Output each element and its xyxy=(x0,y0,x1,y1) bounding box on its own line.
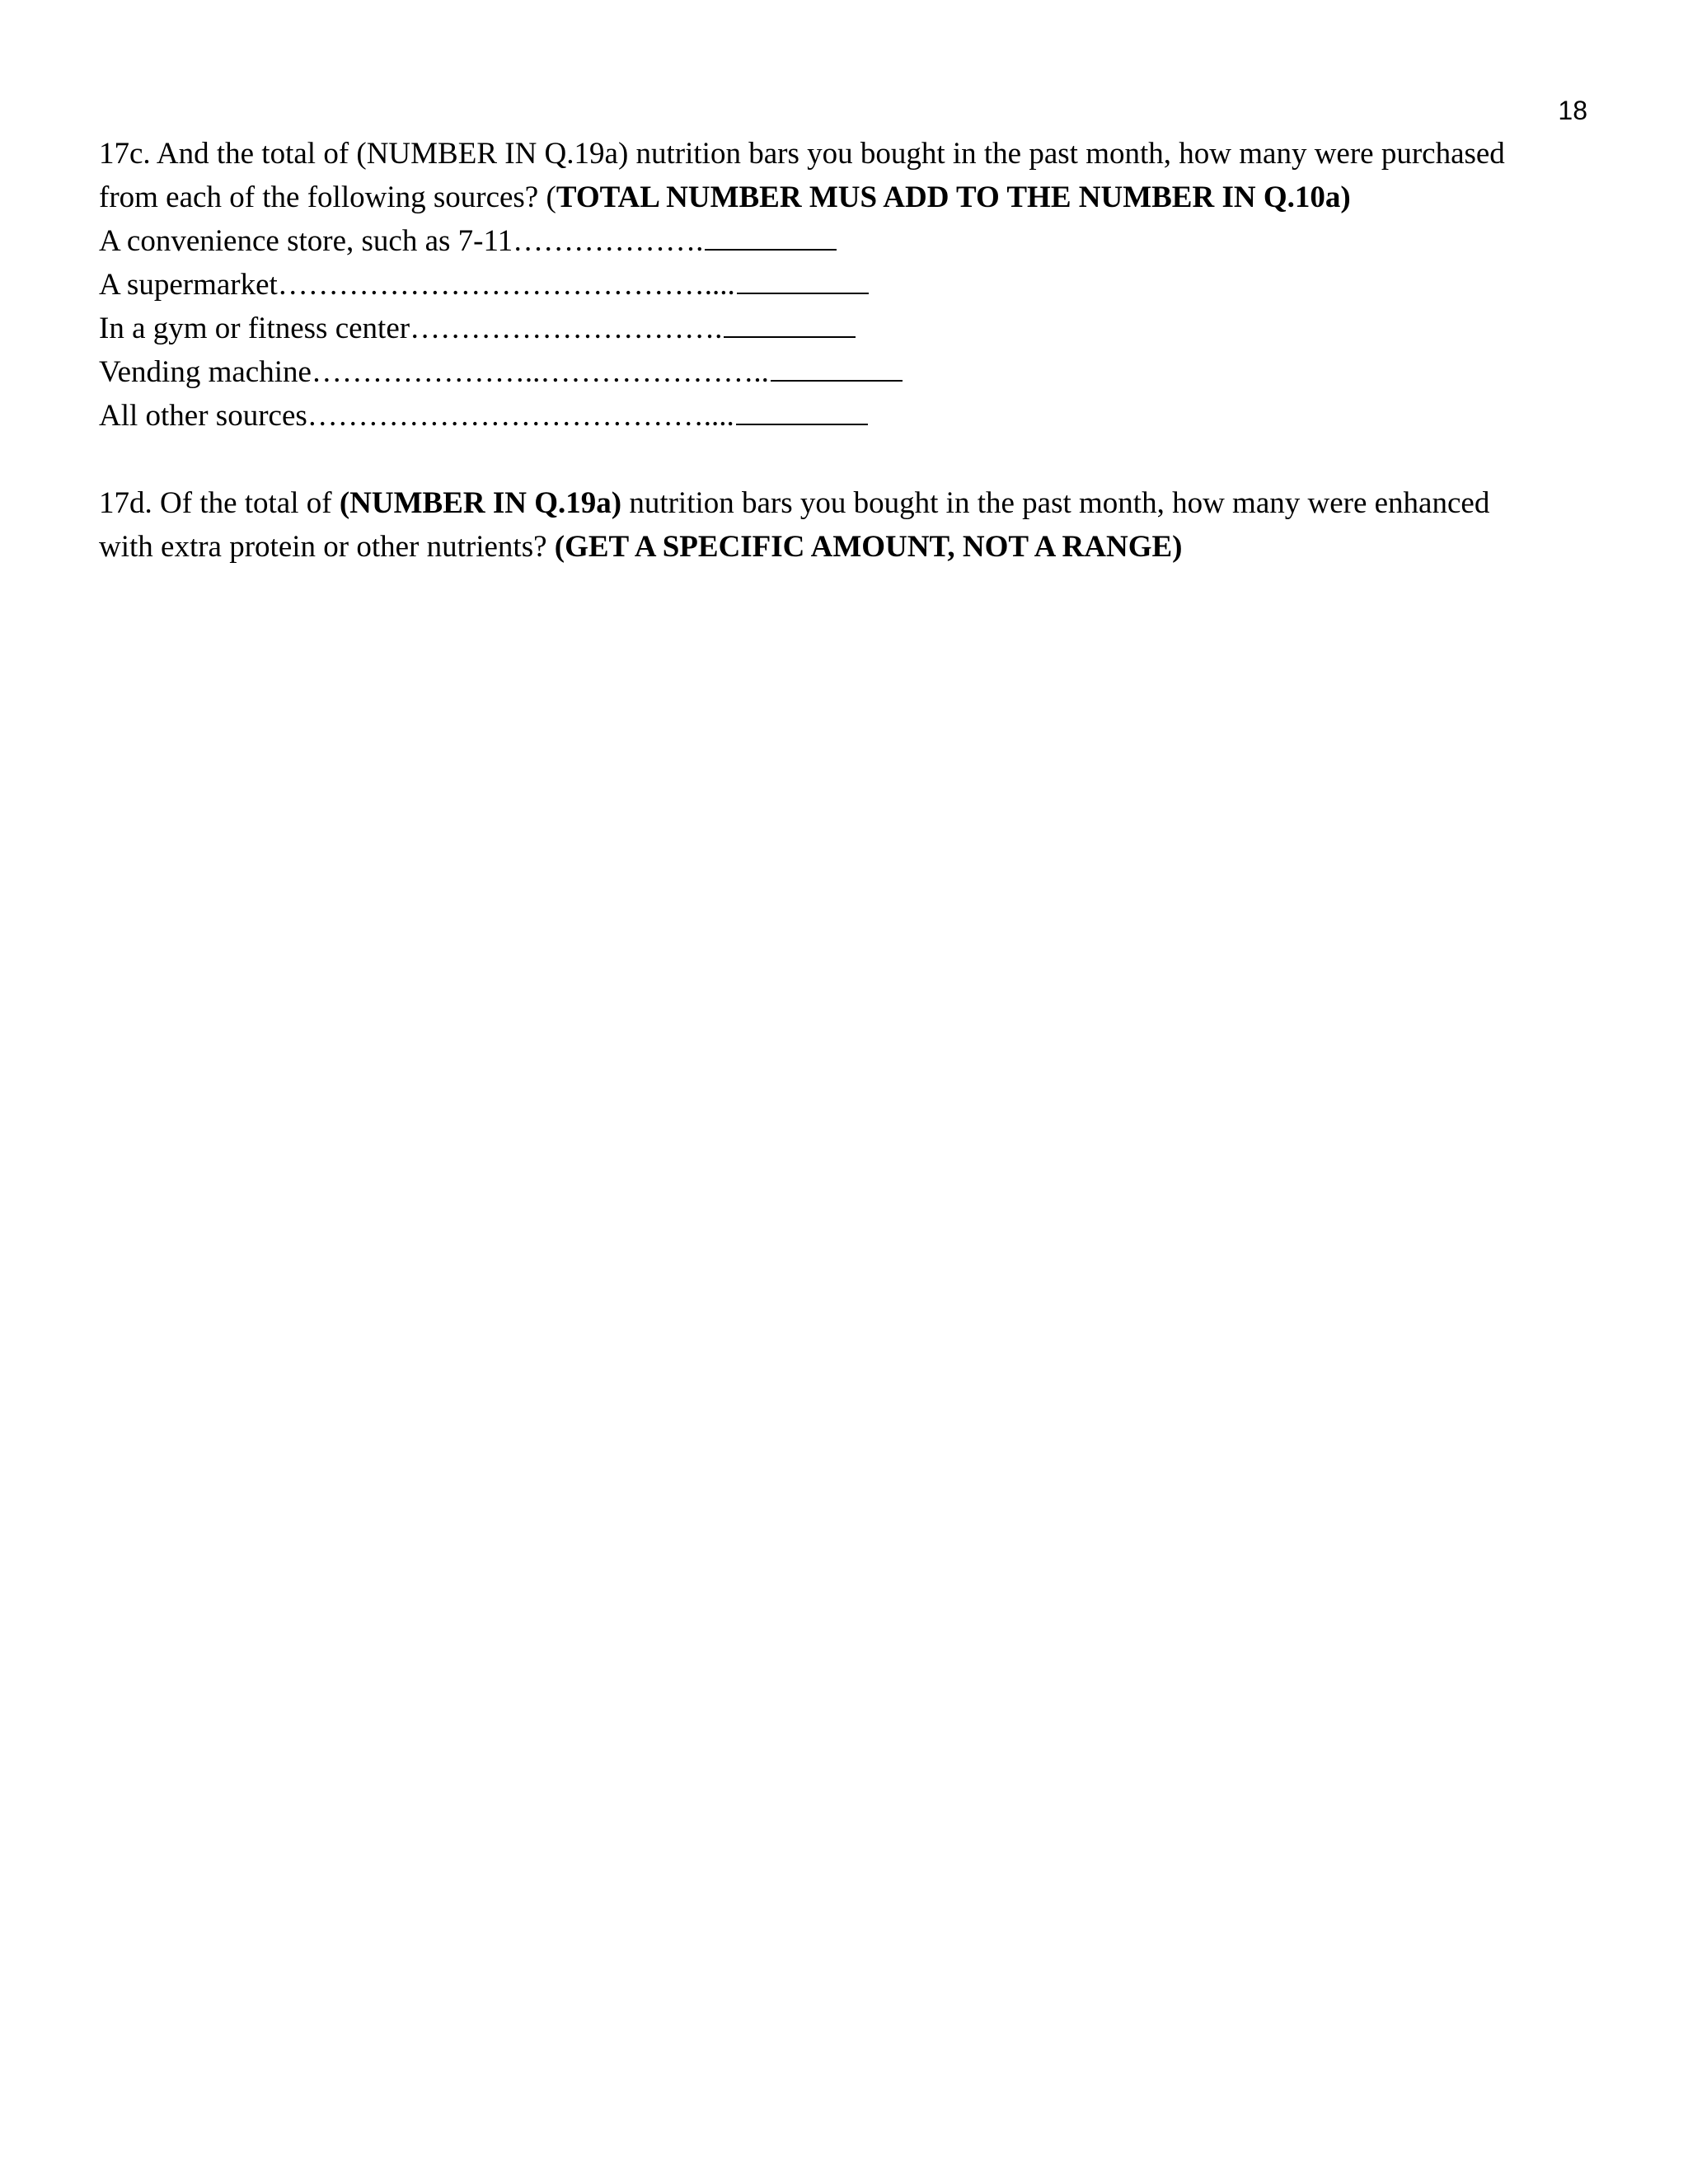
question-17c xyxy=(99,132,1517,438)
document-body xyxy=(99,132,1517,569)
question-17d-text xyxy=(99,481,1517,569)
question-17c-instruction: TOTAL NUMBER MUS ADD TO THE NUMBER IN Q.10a) xyxy=(556,180,1351,214)
option-gym-fitness-center xyxy=(99,307,1517,350)
option-all-other-sources xyxy=(99,394,1517,438)
option-supermarket xyxy=(99,263,1517,307)
option-label: In a gym or fitness center…………………………. xyxy=(99,312,723,345)
option-label: Vending machine…………………..………………….. xyxy=(99,355,769,389)
question-17d-body: nutrition bars you bought in the past month, how many were enhanced with extra protein or other nutrients? xyxy=(99,486,1490,564)
page-number: 18 xyxy=(1558,96,1587,125)
question-17d-lead: 17d. Of the total of xyxy=(99,486,340,520)
answer-blank[interactable] xyxy=(705,221,837,251)
question-17d xyxy=(99,481,1517,569)
answer-blank[interactable] xyxy=(771,352,903,382)
answer-blank[interactable] xyxy=(736,396,868,425)
answer-blank[interactable] xyxy=(737,265,869,294)
question-17c-text xyxy=(99,132,1517,219)
source-options-list xyxy=(99,219,1517,438)
question-17d-instruction: (GET A SPECIFIC AMOUNT, NOT A RANGE) xyxy=(554,530,1183,564)
option-convenience-store xyxy=(99,219,1517,263)
option-label: All other sources………………………………….... xyxy=(99,399,734,433)
option-vending-machine xyxy=(99,350,1517,394)
question-17c-lead: 17c. And the total of (NUMBER IN Q.19a) nutrition bars you bought in the past month, how many were purchased from each of the following sources? ( xyxy=(99,137,1505,214)
option-label: A convenience store, such as 7-11………………. xyxy=(99,224,704,258)
question-17d-reference: (NUMBER IN Q.19a) xyxy=(339,486,622,520)
option-label: A supermarket…………………………………….... xyxy=(99,268,735,302)
answer-blank[interactable] xyxy=(724,308,856,338)
